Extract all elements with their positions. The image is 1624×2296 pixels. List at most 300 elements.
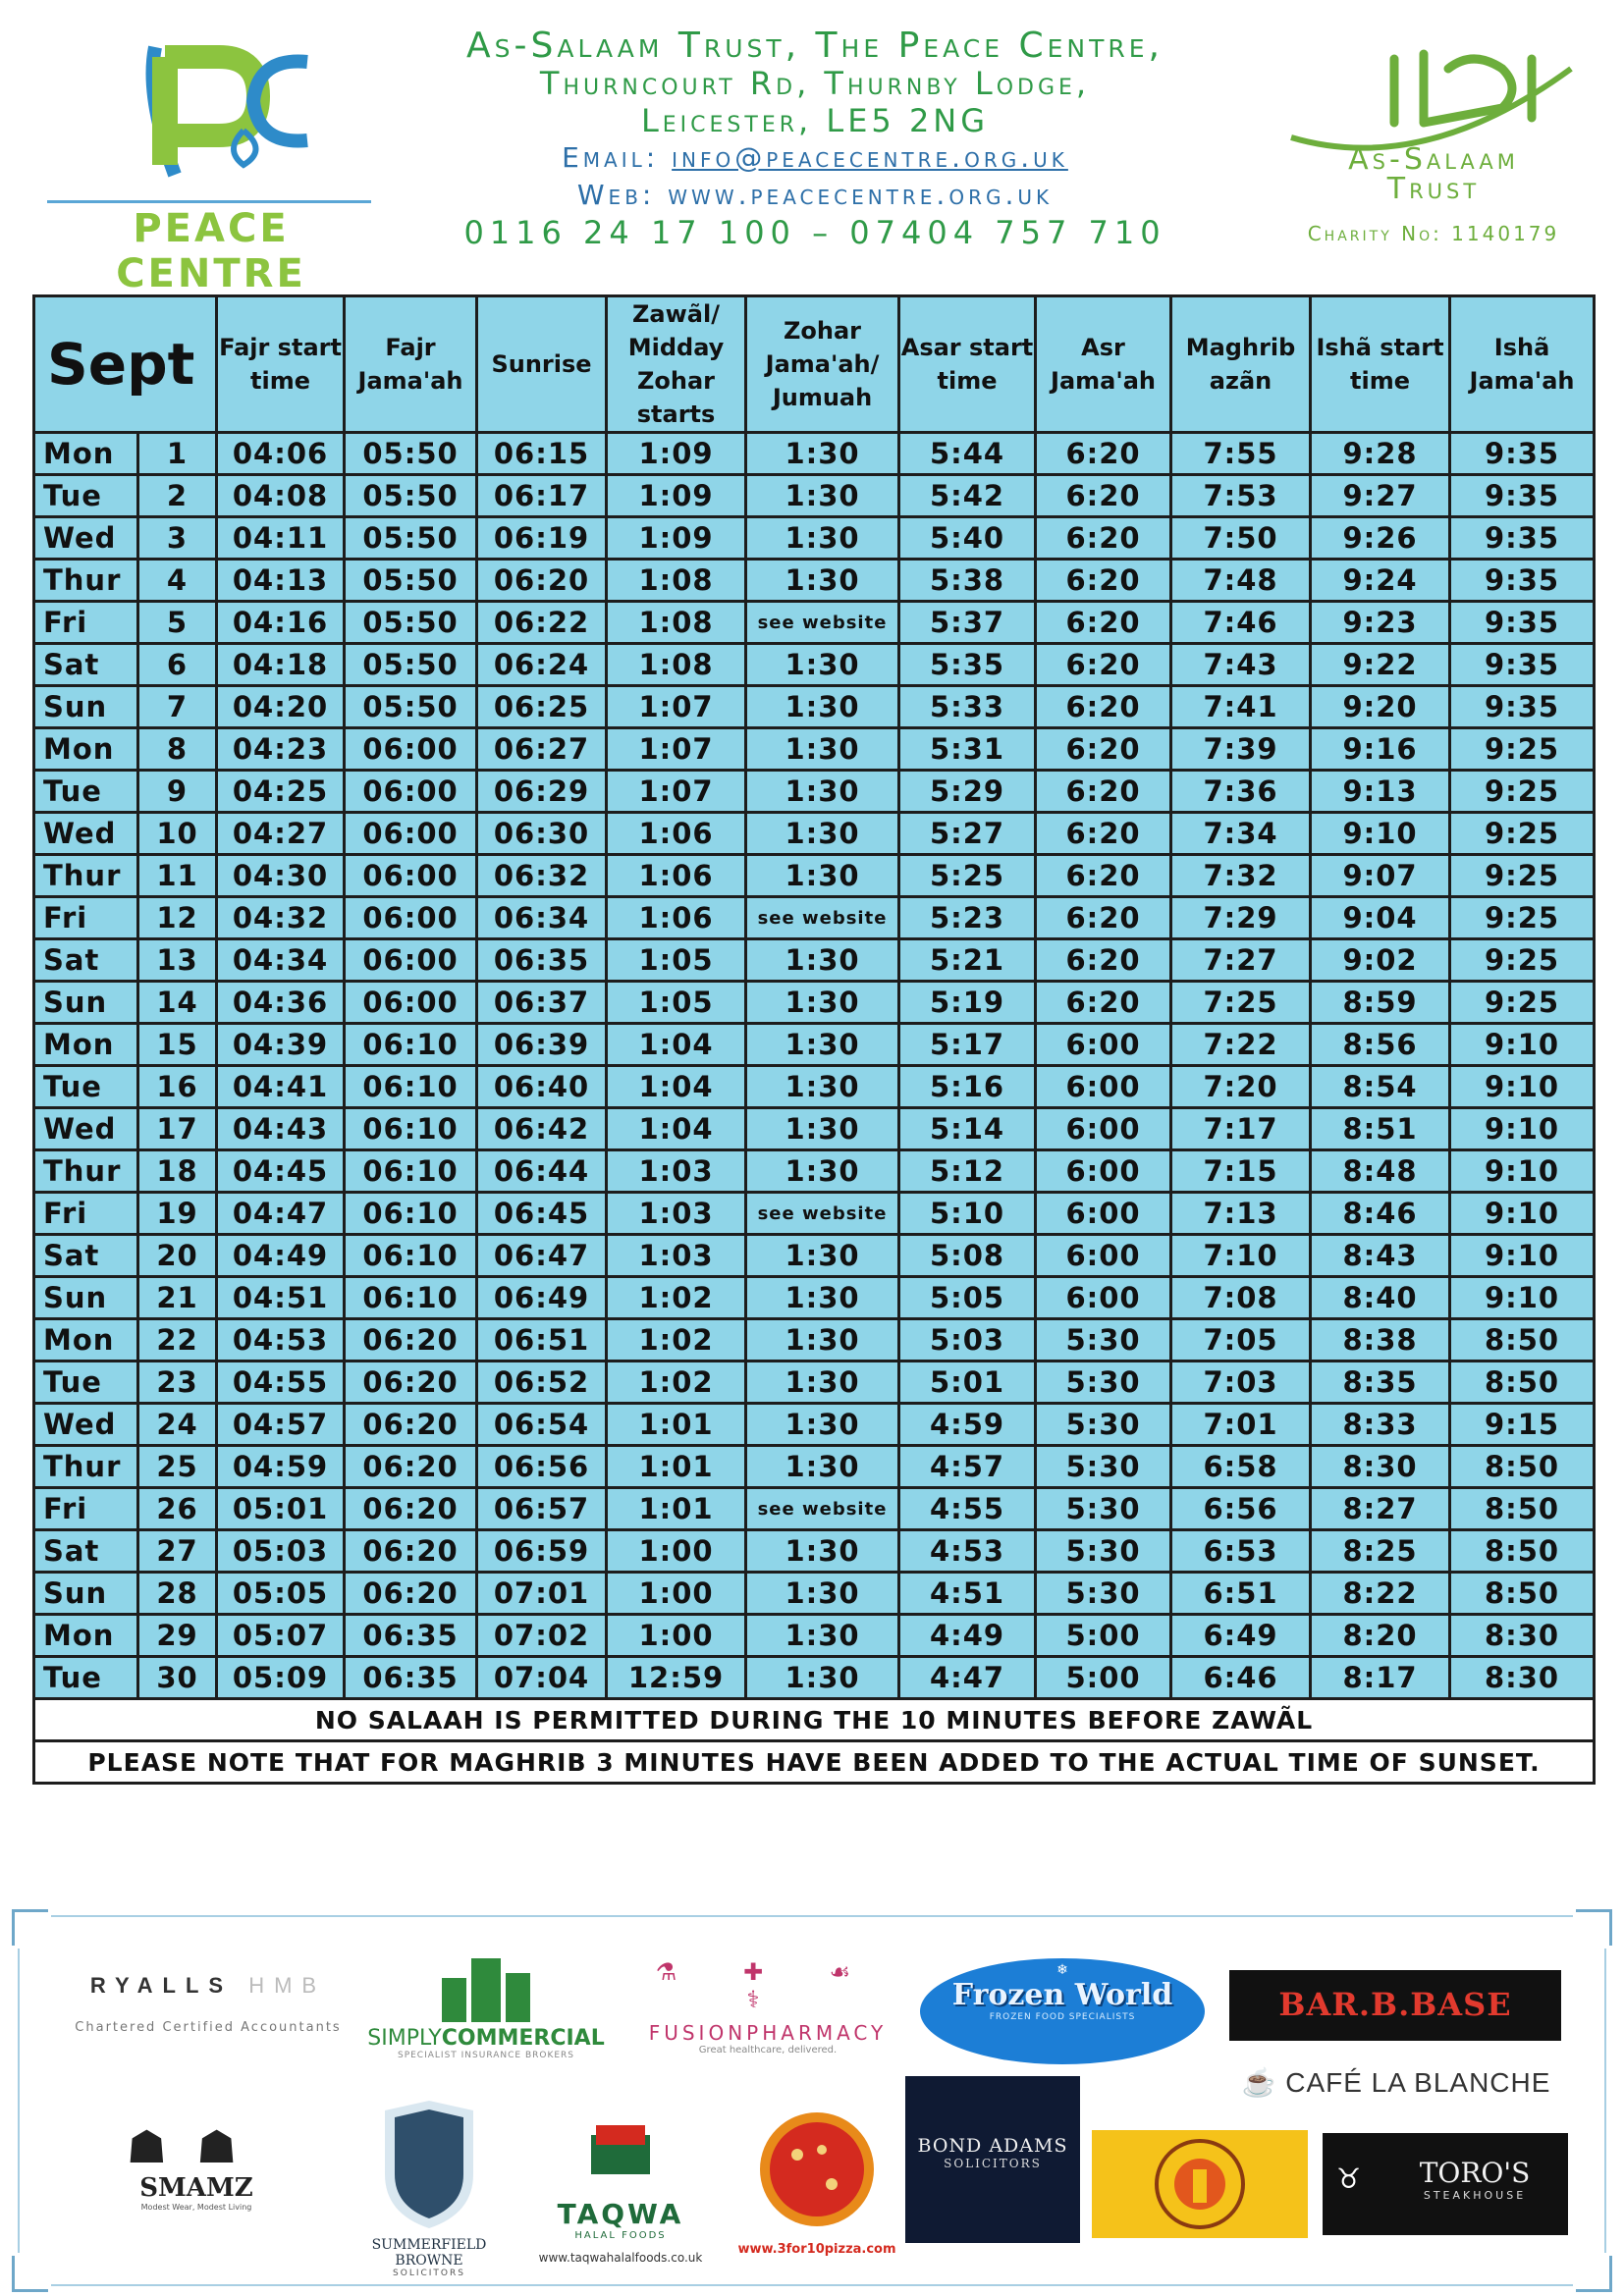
sunrise-cell: 06:27 [477, 728, 607, 771]
isha-jamaah-cell: 8:50 [1450, 1362, 1595, 1404]
zawal-note: NO SALAAH IS PERMITTED DURING THE 10 MINUTES BEFORE ZAWÃL [34, 1699, 1595, 1741]
zawal-cell: 1:09 [607, 475, 746, 517]
asr-jamaah-cell: 6:20 [1036, 771, 1171, 813]
asar-start-cell: 5:29 [899, 771, 1036, 813]
fajr-jamaah-cell: 06:00 [345, 939, 477, 982]
date-cell: 8 [138, 728, 217, 771]
sunrise-cell: 06:19 [477, 517, 607, 560]
isha-start-cell: 9:02 [1311, 939, 1450, 982]
isha-jamaah-cell: 9:25 [1450, 728, 1595, 771]
isha-start-cell: 8:35 [1311, 1362, 1450, 1404]
date-cell: 26 [138, 1488, 217, 1530]
isha-start-cell: 8:46 [1311, 1193, 1450, 1235]
table-row [34, 855, 1595, 897]
date-cell: 20 [138, 1235, 217, 1277]
fajr-jamaah-cell: 06:00 [345, 813, 477, 855]
sunrise-cell: 06:25 [477, 686, 607, 728]
sunrise-cell: 06:59 [477, 1530, 607, 1573]
asr-jamaah-cell: 6:20 [1036, 560, 1171, 602]
isha-jamaah-cell: 9:25 [1450, 813, 1595, 855]
table-row [34, 433, 1595, 475]
smamz-sub: Modest Wear, Modest Living [140, 2203, 252, 2212]
taqwa-web: www.taqwahalalfoods.co.uk [538, 2251, 703, 2265]
zohar-jamaah-cell: 1:30 [746, 1277, 899, 1319]
fajr-start-cell: 04:30 [217, 855, 345, 897]
isha-jamaah-cell: 9:10 [1450, 1108, 1595, 1150]
isha-start-cell: 8:20 [1311, 1615, 1450, 1657]
zohar-jamaah-cell: 1:30 [746, 644, 899, 686]
taqwa-name: TAQWA [557, 2198, 684, 2230]
isha-jamaah-cell: 8:50 [1450, 1530, 1595, 1573]
note-row [34, 1741, 1595, 1784]
month-label: Sept [34, 296, 217, 433]
mucho-picante-logo-icon [1146, 2130, 1254, 2238]
fajr-start-cell: 04:32 [217, 897, 345, 939]
address-city: Leicester, LE5 2NG [640, 102, 990, 139]
fajr-jamaah-cell: 06:20 [345, 1573, 477, 1615]
fajr-start-cell: 04:16 [217, 602, 345, 644]
fajr-jamaah-cell: 06:20 [345, 1530, 477, 1573]
isha-jamaah-cell: 9:10 [1450, 1235, 1595, 1277]
sponsor-cafe-la-blanche [1224, 2066, 1568, 2099]
fajr-start-cell: 04:13 [217, 560, 345, 602]
date-cell: 1 [138, 433, 217, 475]
table-row [34, 1193, 1595, 1235]
fajr-jamaah-cell: 06:10 [345, 1150, 477, 1193]
maghrib-cell: 7:39 [1171, 728, 1311, 771]
pharmacy-icons: ⚗ ✚ ☙ ⚕ [655, 1958, 881, 2013]
fajr-start-cell: 05:05 [217, 1573, 345, 1615]
isha-start-cell: 8:54 [1311, 1066, 1450, 1108]
table-row [34, 982, 1595, 1024]
asar-start-cell: 5:08 [899, 1235, 1036, 1277]
isha-jamaah-cell: 9:25 [1450, 939, 1595, 982]
day-cell: Tue [34, 1657, 138, 1699]
maghrib-cell: 7:22 [1171, 1024, 1311, 1066]
table-row [34, 517, 1595, 560]
smamz-name: SMAMZ [139, 2173, 253, 2203]
day-cell: Thur [34, 855, 138, 897]
date-cell: 5 [138, 602, 217, 644]
asar-start-cell: 5:33 [899, 686, 1036, 728]
as-salaam-name-2: Trust [1386, 172, 1481, 206]
taqwa-sub: HALAL FOODS [574, 2230, 667, 2241]
isha-start-cell: 9:10 [1311, 813, 1450, 855]
sunrise-cell: 06:35 [477, 939, 607, 982]
fajr-jamaah-cell: 06:35 [345, 1615, 477, 1657]
fajr-jamaah-cell: 06:00 [345, 771, 477, 813]
date-cell: 7 [138, 686, 217, 728]
asr-jamaah-cell: 5:30 [1036, 1446, 1171, 1488]
sponsor-summerfield-browne [341, 2096, 517, 2278]
fajr-start-cell: 04:47 [217, 1193, 345, 1235]
day-cell: Thur [34, 1446, 138, 1488]
isha-start-cell: 8:25 [1311, 1530, 1450, 1573]
isha-jamaah-cell: 9:35 [1450, 602, 1595, 644]
toro-name: TORO'S [1419, 2157, 1531, 2189]
frozen-name: Frozen World [951, 1978, 1173, 2012]
fajr-start-cell: 04:23 [217, 728, 345, 771]
asar-start-cell: 4:49 [899, 1615, 1036, 1657]
zawal-cell: 1:02 [607, 1277, 746, 1319]
date-cell: 28 [138, 1573, 217, 1615]
bull-icon: ♉ [1336, 2163, 1362, 2195]
maghrib-cell: 6:46 [1171, 1657, 1311, 1699]
fajr-start-cell: 05:09 [217, 1657, 345, 1699]
sunrise-cell: 06:57 [477, 1488, 607, 1530]
peace-centre-logo-text: PEACE CENTRE [116, 206, 306, 296]
table-row [34, 1530, 1595, 1573]
date-cell: 11 [138, 855, 217, 897]
table-row [34, 602, 1595, 644]
fajr-start-cell: 04:51 [217, 1277, 345, 1319]
asar-start-cell: 5:27 [899, 813, 1036, 855]
maghrib-cell: 7:48 [1171, 560, 1311, 602]
sunrise-cell: 06:51 [477, 1319, 607, 1362]
sunrise-cell: 06:47 [477, 1235, 607, 1277]
date-cell: 19 [138, 1193, 217, 1235]
table-row [34, 686, 1595, 728]
day-cell: Sat [34, 1530, 138, 1573]
sunrise-cell: 06:20 [477, 560, 607, 602]
bond-sub: SOLICITORS [944, 2157, 1042, 2170]
day-cell: Mon [34, 1024, 138, 1066]
isha-jamaah-cell: 9:10 [1450, 1066, 1595, 1108]
maghrib-cell: 7:08 [1171, 1277, 1311, 1319]
zohar-jamaah-cell: see website [746, 1193, 899, 1235]
fajr-start-cell: 04:49 [217, 1235, 345, 1277]
fusion-sub: Great healthcare, delivered. [698, 2045, 838, 2056]
isha-start-cell: 8:59 [1311, 982, 1450, 1024]
asr-jamaah-cell: 5:30 [1036, 1404, 1171, 1446]
zawal-cell: 1:07 [607, 728, 746, 771]
date-cell: 23 [138, 1362, 217, 1404]
date-cell: 27 [138, 1530, 217, 1573]
frame-corner [1576, 2256, 1612, 2292]
isha-jamaah-cell: 9:25 [1450, 855, 1595, 897]
day-cell: Mon [34, 1615, 138, 1657]
zohar-jamaah-cell: 1:30 [746, 813, 899, 855]
sunrise-cell: 06:54 [477, 1404, 607, 1446]
note-row [34, 1699, 1595, 1741]
frame-border [51, 1915, 1573, 1917]
sunrise-cell: 06:29 [477, 771, 607, 813]
fajr-jamaah-cell: 06:35 [345, 1657, 477, 1699]
zawal-cell: 1:01 [607, 1488, 746, 1530]
isha-jamaah-cell: 9:25 [1450, 982, 1595, 1024]
maghrib-note: PLEASE NOTE THAT FOR MAGHRIB 3 MINUTES HAVE BEEN ADDED TO THE ACTUAL TIME OF SUNSET. [34, 1741, 1595, 1784]
date-cell: 3 [138, 517, 217, 560]
zohar-jamaah-cell: 1:30 [746, 1024, 899, 1066]
building-icon [432, 1953, 540, 2022]
isha-start-cell: 8:22 [1311, 1573, 1450, 1615]
sunrise-cell: 06:15 [477, 433, 607, 475]
col-header: Zawãl/ Midday Zohar starts [607, 296, 746, 433]
asar-start-cell: 5:03 [899, 1319, 1036, 1362]
day-cell: Fri [34, 602, 138, 644]
maghrib-cell: 7:32 [1171, 855, 1311, 897]
toro-sub: STEAKHOUSE [1423, 2189, 1527, 2202]
zohar-jamaah-cell: 1:30 [746, 517, 899, 560]
sponsor-frozen-world [920, 1958, 1205, 2064]
table-row [34, 1277, 1595, 1319]
zohar-jamaah-cell: 1:30 [746, 1150, 899, 1193]
sunrise-cell: 06:40 [477, 1066, 607, 1108]
table-row [34, 1024, 1595, 1066]
asar-start-cell: 4:57 [899, 1446, 1036, 1488]
date-cell: 22 [138, 1319, 217, 1362]
sponsor-3for10-pizza [724, 2101, 910, 2257]
maghrib-cell: 7:13 [1171, 1193, 1311, 1235]
table-row [34, 1362, 1595, 1404]
fajr-jamaah-cell: 06:10 [345, 1024, 477, 1066]
zohar-jamaah-cell: 1:30 [746, 475, 899, 517]
sunrise-cell: 06:17 [477, 475, 607, 517]
barb-name: BAR.B.BASE [1278, 1986, 1512, 2023]
zohar-jamaah-cell: 1:30 [746, 982, 899, 1024]
fajr-start-cell: 04:08 [217, 475, 345, 517]
isha-start-cell: 9:24 [1311, 560, 1450, 602]
zohar-jamaah-cell: 1:30 [746, 771, 899, 813]
fajr-jamaah-cell: 06:10 [345, 1193, 477, 1235]
sponsor-simply-commercial [363, 1953, 609, 2060]
asr-jamaah-cell: 6:00 [1036, 1235, 1171, 1277]
date-cell: 6 [138, 644, 217, 686]
zohar-jamaah-cell: 1:30 [746, 1235, 899, 1277]
asar-start-cell: 5:01 [899, 1362, 1036, 1404]
table-row [34, 1615, 1595, 1657]
col-header: Ishã start time [1311, 296, 1450, 433]
fajr-jamaah-cell: 05:50 [345, 644, 477, 686]
day-cell: Mon [34, 433, 138, 475]
date-cell: 21 [138, 1277, 217, 1319]
asr-jamaah-cell: 6:20 [1036, 475, 1171, 517]
zawal-cell: 1:09 [607, 433, 746, 475]
table-row [34, 560, 1595, 602]
table-row [34, 728, 1595, 771]
sunrise-cell: 06:44 [477, 1150, 607, 1193]
bond-name: BOND ADAMS [917, 2135, 1068, 2157]
zawal-cell: 1:08 [607, 644, 746, 686]
fajr-jamaah-cell: 05:50 [345, 686, 477, 728]
email-line [373, 139, 1257, 177]
asar-start-cell: 5:23 [899, 897, 1036, 939]
maghrib-cell: 7:46 [1171, 602, 1311, 644]
fajr-jamaah-cell: 05:50 [345, 560, 477, 602]
fajr-jamaah-cell: 06:10 [345, 1108, 477, 1150]
fajr-start-cell: 04:57 [217, 1404, 345, 1446]
ryalls-hmb: HMB [248, 1973, 327, 1998]
email-link[interactable]: info@peacecentre.org.uk [672, 141, 1068, 174]
day-cell: Thur [34, 1150, 138, 1193]
asr-jamaah-cell: 5:30 [1036, 1319, 1171, 1362]
asar-start-cell: 4:59 [899, 1404, 1036, 1446]
zawal-cell: 1:06 [607, 813, 746, 855]
day-cell: Sat [34, 939, 138, 982]
day-cell: Tue [34, 475, 138, 517]
fajr-jamaah-cell: 05:50 [345, 475, 477, 517]
shield-icon [375, 2096, 483, 2233]
peace-centre-logo [47, 27, 371, 296]
fajr-jamaah-cell: 06:00 [345, 982, 477, 1024]
frame-corner [1576, 1909, 1612, 1946]
date-cell: 17 [138, 1108, 217, 1150]
isha-start-cell: 9:16 [1311, 728, 1450, 771]
isha-jamaah-cell: 9:35 [1450, 433, 1595, 475]
fajr-start-cell: 04:53 [217, 1319, 345, 1362]
table-row [34, 475, 1595, 517]
day-cell: Tue [34, 771, 138, 813]
maghrib-cell: 7:53 [1171, 475, 1311, 517]
sunrise-cell: 06:45 [477, 1193, 607, 1235]
fajr-start-cell: 04:43 [217, 1108, 345, 1150]
isha-start-cell: 8:40 [1311, 1277, 1450, 1319]
asar-start-cell: 5:10 [899, 1193, 1036, 1235]
web-link[interactable]: www.peacecentre.org.uk [668, 179, 1054, 211]
day-cell: Sat [34, 1235, 138, 1277]
isha-start-cell: 9:13 [1311, 771, 1450, 813]
asr-jamaah-cell: 5:30 [1036, 1488, 1171, 1530]
fajr-start-cell: 05:07 [217, 1615, 345, 1657]
maghrib-cell: 6:49 [1171, 1615, 1311, 1657]
table-row [34, 1319, 1595, 1362]
asr-jamaah-cell: 5:00 [1036, 1657, 1171, 1699]
web-label: Web: [576, 179, 656, 211]
isha-start-cell: 8:33 [1311, 1404, 1450, 1446]
asr-jamaah-cell: 6:20 [1036, 728, 1171, 771]
zohar-jamaah-cell: see website [746, 1488, 899, 1530]
maghrib-cell: 7:05 [1171, 1319, 1311, 1362]
asar-start-cell: 5:25 [899, 855, 1036, 897]
as-salaam-name-1: As-Salaam [1348, 142, 1519, 177]
maghrib-cell: 6:56 [1171, 1488, 1311, 1530]
day-cell: Sun [34, 1277, 138, 1319]
table-row [34, 1573, 1595, 1615]
asar-start-cell: 5:40 [899, 517, 1036, 560]
day-cell: Thur [34, 560, 138, 602]
zohar-jamaah-cell: 1:30 [746, 1530, 899, 1573]
maghrib-cell: 7:43 [1171, 644, 1311, 686]
sunrise-cell: 06:52 [477, 1362, 607, 1404]
asar-start-cell: 5:38 [899, 560, 1036, 602]
table-row [34, 1150, 1595, 1193]
maghrib-cell: 6:58 [1171, 1446, 1311, 1488]
timetable-body [34, 433, 1595, 1699]
date-cell: 12 [138, 897, 217, 939]
zohar-jamaah-cell: 1:30 [746, 686, 899, 728]
timetable-header-row [34, 296, 1595, 433]
isha-start-cell: 9:20 [1311, 686, 1450, 728]
address-road: Thurncourt Rd, Thurnby Lodge, [539, 65, 1091, 102]
fajr-start-cell: 04:39 [217, 1024, 345, 1066]
sunrise-cell: 07:04 [477, 1657, 607, 1699]
email-label: Email: [562, 141, 660, 174]
frame-border [1604, 1949, 1606, 2253]
fusion-name: FUSIONPHARMACY [648, 2021, 888, 2045]
date-cell: 29 [138, 1615, 217, 1657]
zohar-jamaah-cell: 1:30 [746, 1362, 899, 1404]
isha-start-cell: 8:27 [1311, 1488, 1450, 1530]
sunrise-cell: 06:34 [477, 897, 607, 939]
table-row [34, 1235, 1595, 1277]
col-header: Asar start time [899, 296, 1036, 433]
maghrib-cell: 7:10 [1171, 1235, 1311, 1277]
maghrib-cell: 7:55 [1171, 433, 1311, 475]
isha-start-cell: 9:28 [1311, 433, 1450, 475]
isha-jamaah-cell: 8:50 [1450, 1573, 1595, 1615]
maghrib-cell: 7:01 [1171, 1404, 1311, 1446]
table-row [34, 897, 1595, 939]
sunrise-cell: 06:32 [477, 855, 607, 897]
zawal-cell: 1:00 [607, 1573, 746, 1615]
asar-start-cell: 4:55 [899, 1488, 1036, 1530]
people-icon: ☗☗ [126, 2120, 267, 2173]
zohar-jamaah-cell: 1:30 [746, 1615, 899, 1657]
col-header: Fajr Jama'ah [345, 296, 477, 433]
asar-start-cell: 5:42 [899, 475, 1036, 517]
isha-start-cell: 8:56 [1311, 1024, 1450, 1066]
day-cell: Fri [34, 1193, 138, 1235]
sponsor-mucho-picante [1092, 2130, 1308, 2238]
fajr-jamaah-cell: 06:20 [345, 1319, 477, 1362]
zohar-jamaah-cell: 1:30 [746, 1446, 899, 1488]
cafe-name: CAFÉ LA BLANCHE [1285, 2067, 1551, 2098]
fajr-start-cell: 04:06 [217, 433, 345, 475]
fajr-jamaah-cell: 06:20 [345, 1488, 477, 1530]
maghrib-cell: 6:51 [1171, 1573, 1311, 1615]
asr-jamaah-cell: 6:00 [1036, 1277, 1171, 1319]
col-header: Ishã Jama'ah [1450, 296, 1595, 433]
date-cell: 18 [138, 1150, 217, 1193]
day-cell: Sun [34, 982, 138, 1024]
asr-jamaah-cell: 6:20 [1036, 602, 1171, 644]
frame-border [51, 2284, 1573, 2286]
date-cell: 30 [138, 1657, 217, 1699]
sunrise-cell: 06:30 [477, 813, 607, 855]
pizza-web: www.3for10pizza.com [737, 2242, 896, 2257]
isha-start-cell: 9:23 [1311, 602, 1450, 644]
summer-name: SUMMERFIELD BROWNE [371, 2237, 487, 2269]
asar-start-cell: 5:19 [899, 982, 1036, 1024]
isha-jamaah-cell: 8:50 [1450, 1488, 1595, 1530]
coffee-icon: ☕ [1241, 2067, 1277, 2098]
asar-start-cell: 5:12 [899, 1150, 1036, 1193]
asr-jamaah-cell: 6:20 [1036, 855, 1171, 897]
asar-start-cell: 4:47 [899, 1657, 1036, 1699]
date-cell: 13 [138, 939, 217, 982]
sunrise-cell: 06:39 [477, 1024, 607, 1066]
isha-jamaah-cell: 8:50 [1450, 1446, 1595, 1488]
isha-start-cell: 8:30 [1311, 1446, 1450, 1488]
zawal-cell: 1:03 [607, 1235, 746, 1277]
sponsor-taqwa [517, 2115, 724, 2265]
fajr-start-cell: 04:59 [217, 1446, 345, 1488]
zohar-jamaah-cell: 1:30 [746, 855, 899, 897]
ryalls-sub: Chartered Certified Accountants [75, 2020, 342, 2035]
asr-jamaah-cell: 6:20 [1036, 813, 1171, 855]
maghrib-cell: 7:34 [1171, 813, 1311, 855]
table-row [34, 771, 1595, 813]
maghrib-cell: 7:20 [1171, 1066, 1311, 1108]
zohar-jamaah-cell: 1:30 [746, 1066, 899, 1108]
date-cell: 4 [138, 560, 217, 602]
col-header: Asr Jama'ah [1036, 296, 1171, 433]
frame-border [18, 1949, 20, 2253]
col-header: Maghrib azãn [1171, 296, 1311, 433]
zohar-jamaah-cell: 1:30 [746, 1404, 899, 1446]
zawal-cell: 1:07 [607, 686, 746, 728]
col-header: Sunrise [477, 296, 607, 433]
